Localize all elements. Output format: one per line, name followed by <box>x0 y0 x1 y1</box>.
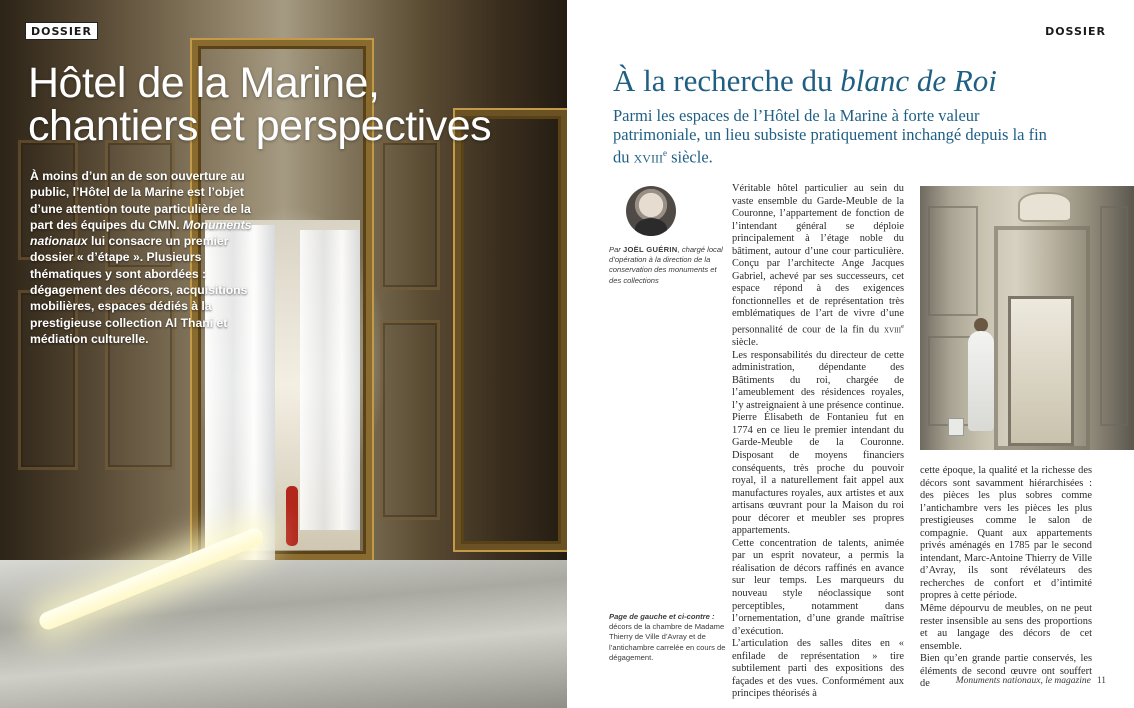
protective-curtain <box>300 230 360 530</box>
author-portrait <box>626 186 676 236</box>
gilded-mirror-frame <box>455 110 567 550</box>
fire-extinguisher <box>286 486 298 546</box>
century-numeral: xviii <box>633 147 663 167</box>
section-tag: DOSSIER <box>25 22 98 40</box>
subtitle-text: Parmi les espaces de l’Hôtel de la Marine à forte valeur patrimoniale, un lieu subsiste pratiquement inchangé depuis la fin du <box>613 106 1047 167</box>
author-role: , chargé local d’opération à la direction de la conservation des monuments et des collections <box>609 245 723 285</box>
wall-panel <box>380 320 440 520</box>
worker-head <box>974 318 988 332</box>
doorway-opening <box>1008 296 1074 446</box>
feature-intro-text: lui consacre un premier dossier « d’étape ». Plusieurs thématiques y sont abordées : dégagement des décors, acquisitions mobilières, espaces dédiés à la prestigieuse collection Al Thani et médiation culturelle. <box>30 234 248 346</box>
century-superscript: e <box>901 323 904 331</box>
body-text: Véritable hôtel particulier au sein du vaste ensemble du Garde-Meuble de la Couronne, l’appartement de fonction de l’intendant général se déploie principalement à l’étage noble du bâtiment, autour d’une cour particulière. Conçu par l’architecte Ange Jacques Gabriel, achevé par ses successeurs, cet espace répond à des exigences fonctionnelles et de représentation très emblématiques de l’art de vivre d’une personnalité de cour de la fin du <box>732 183 904 336</box>
paint-bucket <box>948 418 964 436</box>
body-paragraph: Les responsabilités du directeur de cette administration, dépendante des Bâtiments du roi, chargée de l’ameublement des résidences royales, l’y astreignaient à une présence continue. <box>732 349 904 411</box>
caption-label: Page de gauche et ci-contre : <box>609 612 715 621</box>
page-footer <box>956 676 1106 686</box>
article-title-text: À la recherche du <box>613 63 833 98</box>
article-column-2 <box>920 465 1092 691</box>
subtitle-text: siècle. <box>671 147 713 167</box>
article-subtitle <box>613 106 1053 167</box>
protective-floor-sheet <box>0 560 567 708</box>
article-title-emphasis: blanc de Roi <box>840 63 997 98</box>
right-page-article <box>567 0 1134 708</box>
carved-ornament <box>1020 194 1070 220</box>
article-title <box>613 64 1093 98</box>
article-column-1 <box>732 183 904 701</box>
body-paragraph: Pierre Élisabeth de Fontanieu fut en 1774 en ce lieu le premier intendant du Garde-Meuble de la Couronne. Disposant de moyens financiers conséquents, très proche du pouvoir royal, il a naturellement fait appel aux manufactures royales, aux artistes et aux artisans œuvrant pour la Maison du roi pour décorer et meubler ses propres appartements. <box>732 412 904 537</box>
section-tag: DOSSIER <box>1045 25 1106 38</box>
century-numeral: xviii <box>883 324 902 336</box>
caption-text: décors de la chambre de Madame Thierry de Ville d’Avray et de l’antichambre carrelée en cours de dégagement. <box>609 622 726 662</box>
body-paragraph: Cette concentration de talents, animée par un esprit novateur, a permis la réalisation de décors raffinés en avance sur leur temps. Les marqueurs du nouveau style néoclassique sont perceptibles, notamment dans l’ornementation, d’une grande maîtrise d’exécution. <box>732 537 904 637</box>
magazine-title: Monuments nationaux, le magazine <box>955 676 1091 686</box>
magazine-name: Monuments nationaux <box>30 217 252 249</box>
century-superscript: e <box>662 148 667 158</box>
wall-panel <box>380 140 440 290</box>
body-paragraph: Même dépourvu de meubles, on ne peut rester insensible au sens des proportions et au langage des décors de cet ensemble. <box>920 603 1092 652</box>
restorer-figure <box>968 331 994 431</box>
wall-panel <box>1100 206 1128 426</box>
body-paragraph: L’articulation des salles dites en « enfilade de représentation » tire subtilement parti des expositions des façades et des vues. Conformément aux principes théorisés à <box>732 638 904 700</box>
feature-intro <box>30 168 275 347</box>
feature-title <box>28 59 548 150</box>
body-paragraph: Bien qu’en grande partie conservés, les éléments de second œuvre ont souffert de <box>920 653 1092 690</box>
feature-title-line-2: chantiers et perspectives <box>28 102 492 150</box>
author-credit <box>609 245 724 286</box>
restoration-photo <box>920 186 1134 450</box>
wall-panel <box>928 206 978 316</box>
author-name: JOËL GUÉRIN <box>622 245 678 254</box>
body-paragraph: cette époque, la qualité et la richesse des décors sont savamment hiérarchisées : des pièces les plus sobres comme l’antichambre vers les pièces les plus prestigieuses comme le salon de compagnie. Quant aux appartements privés aménagés en 1785 par le second intendant, Marc-Antoine Thierry de Ville d’Avray, ils sont révélateurs des recherches de confort et d’intimité propres à cette période. <box>920 465 1092 602</box>
author-prefix: Par <box>609 245 621 254</box>
body-text: siècle. <box>732 337 759 349</box>
feature-intro-text: À moins d’un an de son ouverture au public, l’Hôtel de la Marine est l’objet d’une attention toute particulière de la part des équipes du CMN. <box>30 169 251 232</box>
body-paragraph <box>732 183 904 350</box>
feature-title-line-1: Hôtel de la Marine, <box>28 59 380 107</box>
photo-caption <box>609 612 734 663</box>
page-number: 11 <box>1096 676 1106 686</box>
